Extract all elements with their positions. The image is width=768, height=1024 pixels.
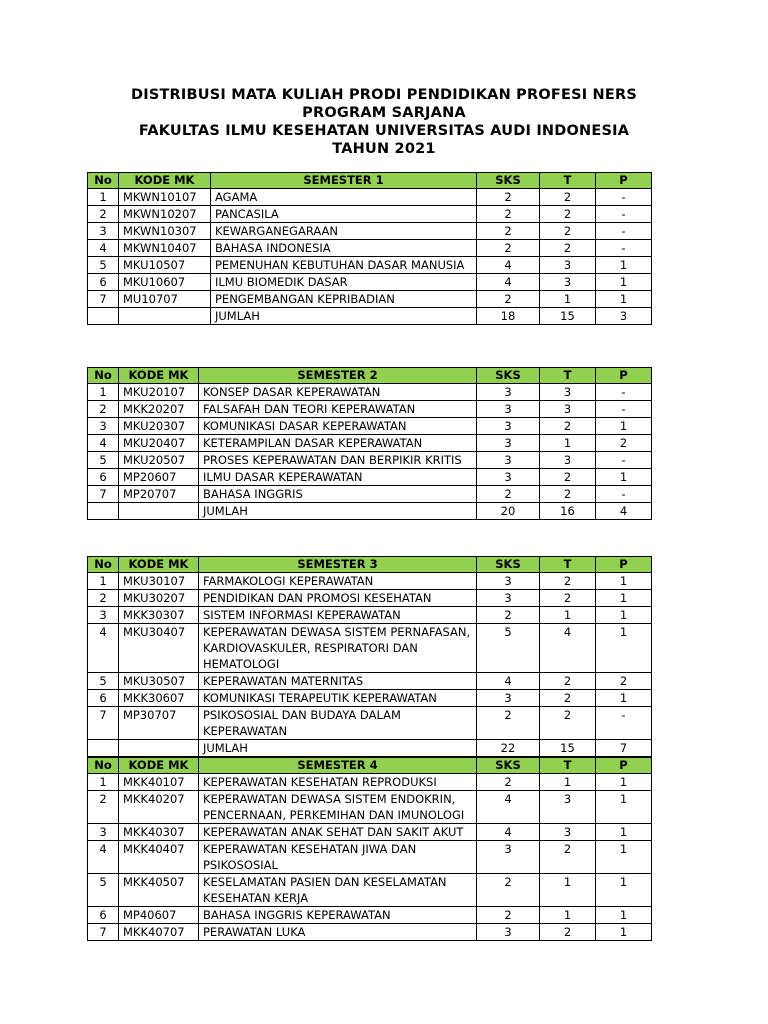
total-row: [88, 308, 652, 325]
cell-kode-mk: MKK30607: [119, 690, 199, 707]
header-no: No: [88, 173, 119, 189]
cell-p: -: [596, 189, 652, 206]
cell-t: 2: [540, 841, 596, 874]
cell-no: 4: [88, 240, 119, 257]
cell-t: 1: [540, 874, 596, 907]
total-p: 7: [596, 740, 652, 757]
cell-sks: 4: [477, 257, 540, 274]
cell-p: -: [596, 401, 652, 418]
document-title: [0, 86, 768, 158]
cell-no: 1: [88, 384, 119, 401]
cell-kode-mk: MKU10507: [119, 257, 211, 274]
header-no: No: [88, 758, 119, 774]
cell-p: 1: [596, 257, 652, 274]
cell-kode-mk: MU10707: [119, 291, 211, 308]
cell-t: 1: [540, 907, 596, 924]
cell-mata-kuliah: PENGEMBANGAN KEPRIBADIAN: [211, 291, 477, 308]
cell-no: 2: [88, 206, 119, 223]
cell-no: 7: [88, 924, 119, 941]
total-sks: 20: [477, 503, 540, 520]
header-p: P: [596, 368, 652, 384]
title-line-2: PROGRAM SARJANA: [302, 105, 466, 121]
cell-p: -: [596, 206, 652, 223]
total-row: [88, 503, 652, 520]
table-header-row: [88, 758, 652, 774]
table-row: [88, 707, 652, 740]
cell-sks: 2: [477, 206, 540, 223]
header-kode-mk: KODE MK: [119, 557, 199, 573]
cell-p: 1: [596, 274, 652, 291]
total-label: JUMLAH: [199, 503, 477, 520]
cell-kode-mk: MKK40407: [119, 841, 199, 874]
cell-sks: 2: [477, 707, 540, 740]
title-line-1: DISTRIBUSI MATA KULIAH PRODI PENDIDIKAN PROFESI NERS: [130, 87, 638, 103]
cell-mata-kuliah: KOMUNIKASI TERAPEUTIK KEPERAWATAN: [199, 690, 477, 707]
header-semester: SEMESTER 3: [199, 557, 477, 573]
header-t: T: [540, 368, 596, 384]
cell-t: 2: [540, 673, 596, 690]
cell-no: 1: [88, 189, 119, 206]
header-t: T: [540, 173, 596, 189]
cell-t: 1: [540, 291, 596, 308]
cell-kode-mk: MKU20507: [119, 452, 199, 469]
cell-mata-kuliah: KEPERAWATAN DEWASA SISTEM PERNAFASAN, KARDIOVASKULER, RESPIRATORI DAN HEMATOLOGI: [199, 624, 477, 673]
cell-sks: 4: [477, 824, 540, 841]
cell-mata-kuliah: FARMAKOLOGI KEPERAWATAN: [199, 573, 477, 590]
cell-mata-kuliah: FALSAFAH DAN TEORI KEPERAWATAN: [199, 401, 477, 418]
cell-mata-kuliah: PEMENUHAN KEBUTUHAN DASAR MANUSIA: [211, 257, 477, 274]
cell-kode-mk: [119, 503, 199, 520]
cell-mata-kuliah: KEPERAWATAN DEWASA SISTEM ENDOKRIN, PENCERNAAN, PERKEMIHAN DAN IMUNOLOGI: [199, 791, 477, 824]
cell-mata-kuliah: AGAMA: [211, 189, 477, 206]
table-row: [88, 924, 652, 941]
table-row: [88, 206, 652, 223]
cell-kode-mk: MKWN10207: [119, 206, 211, 223]
table-header-row: [88, 557, 652, 573]
total-row: [88, 740, 652, 757]
cell-sks: 5: [477, 624, 540, 673]
cell-kode-mk: MKU20107: [119, 384, 199, 401]
cell-t: 2: [540, 486, 596, 503]
cell-no: [88, 308, 119, 325]
cell-sks: 3: [477, 924, 540, 941]
cell-t: 4: [540, 624, 596, 673]
cell-no: 6: [88, 907, 119, 924]
cell-mata-kuliah: KEPERAWATAN KESEHATAN REPRODUKSI: [199, 774, 477, 791]
cell-mata-kuliah: BAHASA INDONESIA: [211, 240, 477, 257]
cell-no: 5: [88, 257, 119, 274]
cell-mata-kuliah: KEPERAWATAN MATERNITAS: [199, 673, 477, 690]
header-semester: SEMESTER 2: [199, 368, 477, 384]
title-line-4: TAHUN 2021: [332, 141, 436, 157]
cell-t: 2: [540, 223, 596, 240]
semester-table: [87, 172, 652, 325]
cell-no: 2: [88, 590, 119, 607]
cell-no: 1: [88, 573, 119, 590]
table-row: [88, 874, 652, 907]
table-row: [88, 435, 652, 452]
cell-p: 1: [596, 469, 652, 486]
cell-kode-mk: MP30707: [119, 707, 199, 740]
table-row: [88, 486, 652, 503]
cell-sks: 3: [477, 435, 540, 452]
semester-table: [87, 367, 652, 520]
table-row: [88, 418, 652, 435]
table-row: [88, 189, 652, 206]
cell-p: 1: [596, 624, 652, 673]
cell-sks: 2: [477, 874, 540, 907]
cell-kode-mk: MKWN10407: [119, 240, 211, 257]
cell-mata-kuliah: BAHASA INGGRIS: [199, 486, 477, 503]
header-semester: SEMESTER 1: [211, 173, 477, 189]
cell-p: 1: [596, 291, 652, 308]
cell-t: 3: [540, 257, 596, 274]
cell-p: 2: [596, 673, 652, 690]
cell-mata-kuliah: PROSES KEPERAWATAN DAN BERPIKIR KRITIS: [199, 452, 477, 469]
cell-sks: 3: [477, 841, 540, 874]
cell-p: 1: [596, 874, 652, 907]
cell-no: 3: [88, 824, 119, 841]
cell-sks: 3: [477, 690, 540, 707]
header-kode-mk: KODE MK: [119, 758, 199, 774]
cell-sks: 2: [477, 774, 540, 791]
semester-table: [87, 757, 652, 941]
cell-p: 1: [596, 824, 652, 841]
cell-mata-kuliah: PSIKOSOSIAL DAN BUDAYA DALAM KEPERAWATAN: [199, 707, 477, 740]
header-no: No: [88, 557, 119, 573]
cell-p: -: [596, 486, 652, 503]
table-row: [88, 673, 652, 690]
table-row: [88, 401, 652, 418]
cell-mata-kuliah: KONSEP DASAR KEPERAWATAN: [199, 384, 477, 401]
cell-mata-kuliah: KESELAMATAN PASIEN DAN KESELAMATAN KESEHATAN KERJA: [199, 874, 477, 907]
cell-kode-mk: MKU30507: [119, 673, 199, 690]
cell-t: 2: [540, 206, 596, 223]
cell-mata-kuliah: PANCASILA: [211, 206, 477, 223]
cell-no: 5: [88, 874, 119, 907]
cell-t: 1: [540, 774, 596, 791]
header-t: T: [540, 758, 596, 774]
cell-mata-kuliah: BAHASA INGGRIS KEPERAWATAN: [199, 907, 477, 924]
cell-sks: 2: [477, 240, 540, 257]
header-sks: SKS: [477, 368, 540, 384]
cell-no: 7: [88, 707, 119, 740]
cell-mata-kuliah: ILMU DASAR KEPERAWATAN: [199, 469, 477, 486]
cell-sks: 3: [477, 452, 540, 469]
table-row: [88, 690, 652, 707]
table-row: [88, 240, 652, 257]
cell-no: 7: [88, 486, 119, 503]
cell-kode-mk: MKK30307: [119, 607, 199, 624]
table-row: [88, 791, 652, 824]
semester-table: [87, 556, 652, 757]
cell-mata-kuliah: KEWARGANEGARAAN: [211, 223, 477, 240]
total-p: 4: [596, 503, 652, 520]
cell-p: 1: [596, 573, 652, 590]
cell-mata-kuliah: KETERAMPILAN DASAR KEPERAWATAN: [199, 435, 477, 452]
cell-mata-kuliah: KOMUNIKASI DASAR KEPERAWATAN: [199, 418, 477, 435]
table-row: [88, 774, 652, 791]
total-sks: 18: [477, 308, 540, 325]
header-sks: SKS: [477, 557, 540, 573]
cell-mata-kuliah: SISTEM INFORMASI KEPERAWATAN: [199, 607, 477, 624]
cell-mata-kuliah: KEPERAWATAN ANAK SEHAT DAN SAKIT AKUT: [199, 824, 477, 841]
cell-no: 3: [88, 418, 119, 435]
cell-p: 1: [596, 924, 652, 941]
cell-kode-mk: MKU30407: [119, 624, 199, 673]
cell-t: 1: [540, 435, 596, 452]
header-sks: SKS: [477, 173, 540, 189]
cell-sks: 2: [477, 189, 540, 206]
table-row: [88, 590, 652, 607]
cell-t: 3: [540, 384, 596, 401]
total-t: 16: [540, 503, 596, 520]
table-row: [88, 452, 652, 469]
cell-sks: 4: [477, 274, 540, 291]
cell-t: 3: [540, 791, 596, 824]
header-t: T: [540, 557, 596, 573]
table-header-row: [88, 368, 652, 384]
cell-no: 3: [88, 223, 119, 240]
cell-kode-mk: MP40607: [119, 907, 199, 924]
table-row: [88, 573, 652, 590]
cell-p: 1: [596, 690, 652, 707]
total-p: 3: [596, 308, 652, 325]
cell-no: 3: [88, 607, 119, 624]
cell-t: 3: [540, 452, 596, 469]
cell-kode-mk: MKK40507: [119, 874, 199, 907]
cell-p: -: [596, 707, 652, 740]
cell-kode-mk: MKWN10307: [119, 223, 211, 240]
cell-no: 6: [88, 469, 119, 486]
cell-sks: 3: [477, 573, 540, 590]
total-sks: 22: [477, 740, 540, 757]
cell-t: 2: [540, 590, 596, 607]
table-row: [88, 841, 652, 874]
cell-sks: 3: [477, 469, 540, 486]
cell-t: 2: [540, 924, 596, 941]
total-label: JUMLAH: [211, 308, 477, 325]
cell-kode-mk: MKU20307: [119, 418, 199, 435]
cell-p: -: [596, 452, 652, 469]
table-row: [88, 223, 652, 240]
cell-no: 6: [88, 690, 119, 707]
cell-kode-mk: MP20707: [119, 486, 199, 503]
cell-kode-mk: MKK40207: [119, 791, 199, 824]
cell-no: 4: [88, 841, 119, 874]
cell-kode-mk: MKU20407: [119, 435, 199, 452]
cell-p: 1: [596, 590, 652, 607]
cell-kode-mk: MKK40307: [119, 824, 199, 841]
table-row: [88, 607, 652, 624]
header-semester: SEMESTER 4: [199, 758, 477, 774]
table-row: [88, 907, 652, 924]
cell-kode-mk: [119, 740, 199, 757]
cell-p: -: [596, 223, 652, 240]
total-t: 15: [540, 740, 596, 757]
header-p: P: [596, 557, 652, 573]
cell-sks: 3: [477, 418, 540, 435]
cell-no: 6: [88, 274, 119, 291]
cell-sks: 2: [477, 223, 540, 240]
total-t: 15: [540, 308, 596, 325]
cell-kode-mk: MKU30107: [119, 573, 199, 590]
cell-kode-mk: [119, 308, 211, 325]
header-p: P: [596, 173, 652, 189]
cell-p: -: [596, 384, 652, 401]
cell-no: 5: [88, 452, 119, 469]
cell-kode-mk: MP20607: [119, 469, 199, 486]
cell-no: 2: [88, 791, 119, 824]
cell-sks: 3: [477, 590, 540, 607]
table-row: [88, 291, 652, 308]
cell-no: 2: [88, 401, 119, 418]
table-header-row: [88, 173, 652, 189]
cell-t: 2: [540, 690, 596, 707]
cell-t: 1: [540, 607, 596, 624]
cell-t: 2: [540, 469, 596, 486]
table-row: [88, 274, 652, 291]
cell-p: 1: [596, 907, 652, 924]
cell-mata-kuliah: ILMU BIOMEDIK DASAR: [211, 274, 477, 291]
cell-no: [88, 503, 119, 520]
cell-kode-mk: MKU10607: [119, 274, 211, 291]
cell-p: 1: [596, 607, 652, 624]
header-sks: SKS: [477, 758, 540, 774]
cell-sks: 2: [477, 486, 540, 503]
cell-t: 3: [540, 274, 596, 291]
header-p: P: [596, 758, 652, 774]
cell-t: 2: [540, 418, 596, 435]
cell-t: 2: [540, 189, 596, 206]
table-row: [88, 824, 652, 841]
cell-no: 4: [88, 624, 119, 673]
cell-p: 1: [596, 418, 652, 435]
cell-mata-kuliah: PERAWATAN LUKA: [199, 924, 477, 941]
cell-t: 2: [540, 707, 596, 740]
cell-t: 2: [540, 240, 596, 257]
cell-kode-mk: MKU30207: [119, 590, 199, 607]
title-line-3: FAKULTAS ILMU KESEHATAN UNIVERSITAS AUDI INDONESIA: [138, 123, 630, 139]
cell-mata-kuliah: PENDIDIKAN DAN PROMOSI KESEHATAN: [199, 590, 477, 607]
header-kode-mk: KODE MK: [119, 173, 211, 189]
cell-sks: 3: [477, 384, 540, 401]
cell-no: 5: [88, 673, 119, 690]
cell-no: 4: [88, 435, 119, 452]
cell-sks: 2: [477, 907, 540, 924]
total-label: JUMLAH: [199, 740, 477, 757]
table-row: [88, 624, 652, 673]
cell-sks: 4: [477, 791, 540, 824]
header-no: No: [88, 368, 119, 384]
cell-kode-mk: MKK20207: [119, 401, 199, 418]
cell-no: 7: [88, 291, 119, 308]
table-row: [88, 384, 652, 401]
cell-kode-mk: MKWN10107: [119, 189, 211, 206]
table-row: [88, 469, 652, 486]
cell-sks: 2: [477, 607, 540, 624]
cell-sks: 2: [477, 291, 540, 308]
cell-p: 1: [596, 791, 652, 824]
cell-t: 3: [540, 824, 596, 841]
header-kode-mk: KODE MK: [119, 368, 199, 384]
cell-p: 1: [596, 841, 652, 874]
cell-t: 2: [540, 573, 596, 590]
cell-p: 1: [596, 774, 652, 791]
cell-sks: 3: [477, 401, 540, 418]
cell-mata-kuliah: KEPERAWATAN KESEHATAN JIWA DAN PSIKOSOSIAL: [199, 841, 477, 874]
cell-no: 1: [88, 774, 119, 791]
table-row: [88, 257, 652, 274]
cell-sks: 4: [477, 673, 540, 690]
cell-t: 3: [540, 401, 596, 418]
cell-p: 2: [596, 435, 652, 452]
cell-p: -: [596, 240, 652, 257]
cell-no: [88, 740, 119, 757]
cell-kode-mk: MKK40707: [119, 924, 199, 941]
cell-kode-mk: MKK40107: [119, 774, 199, 791]
